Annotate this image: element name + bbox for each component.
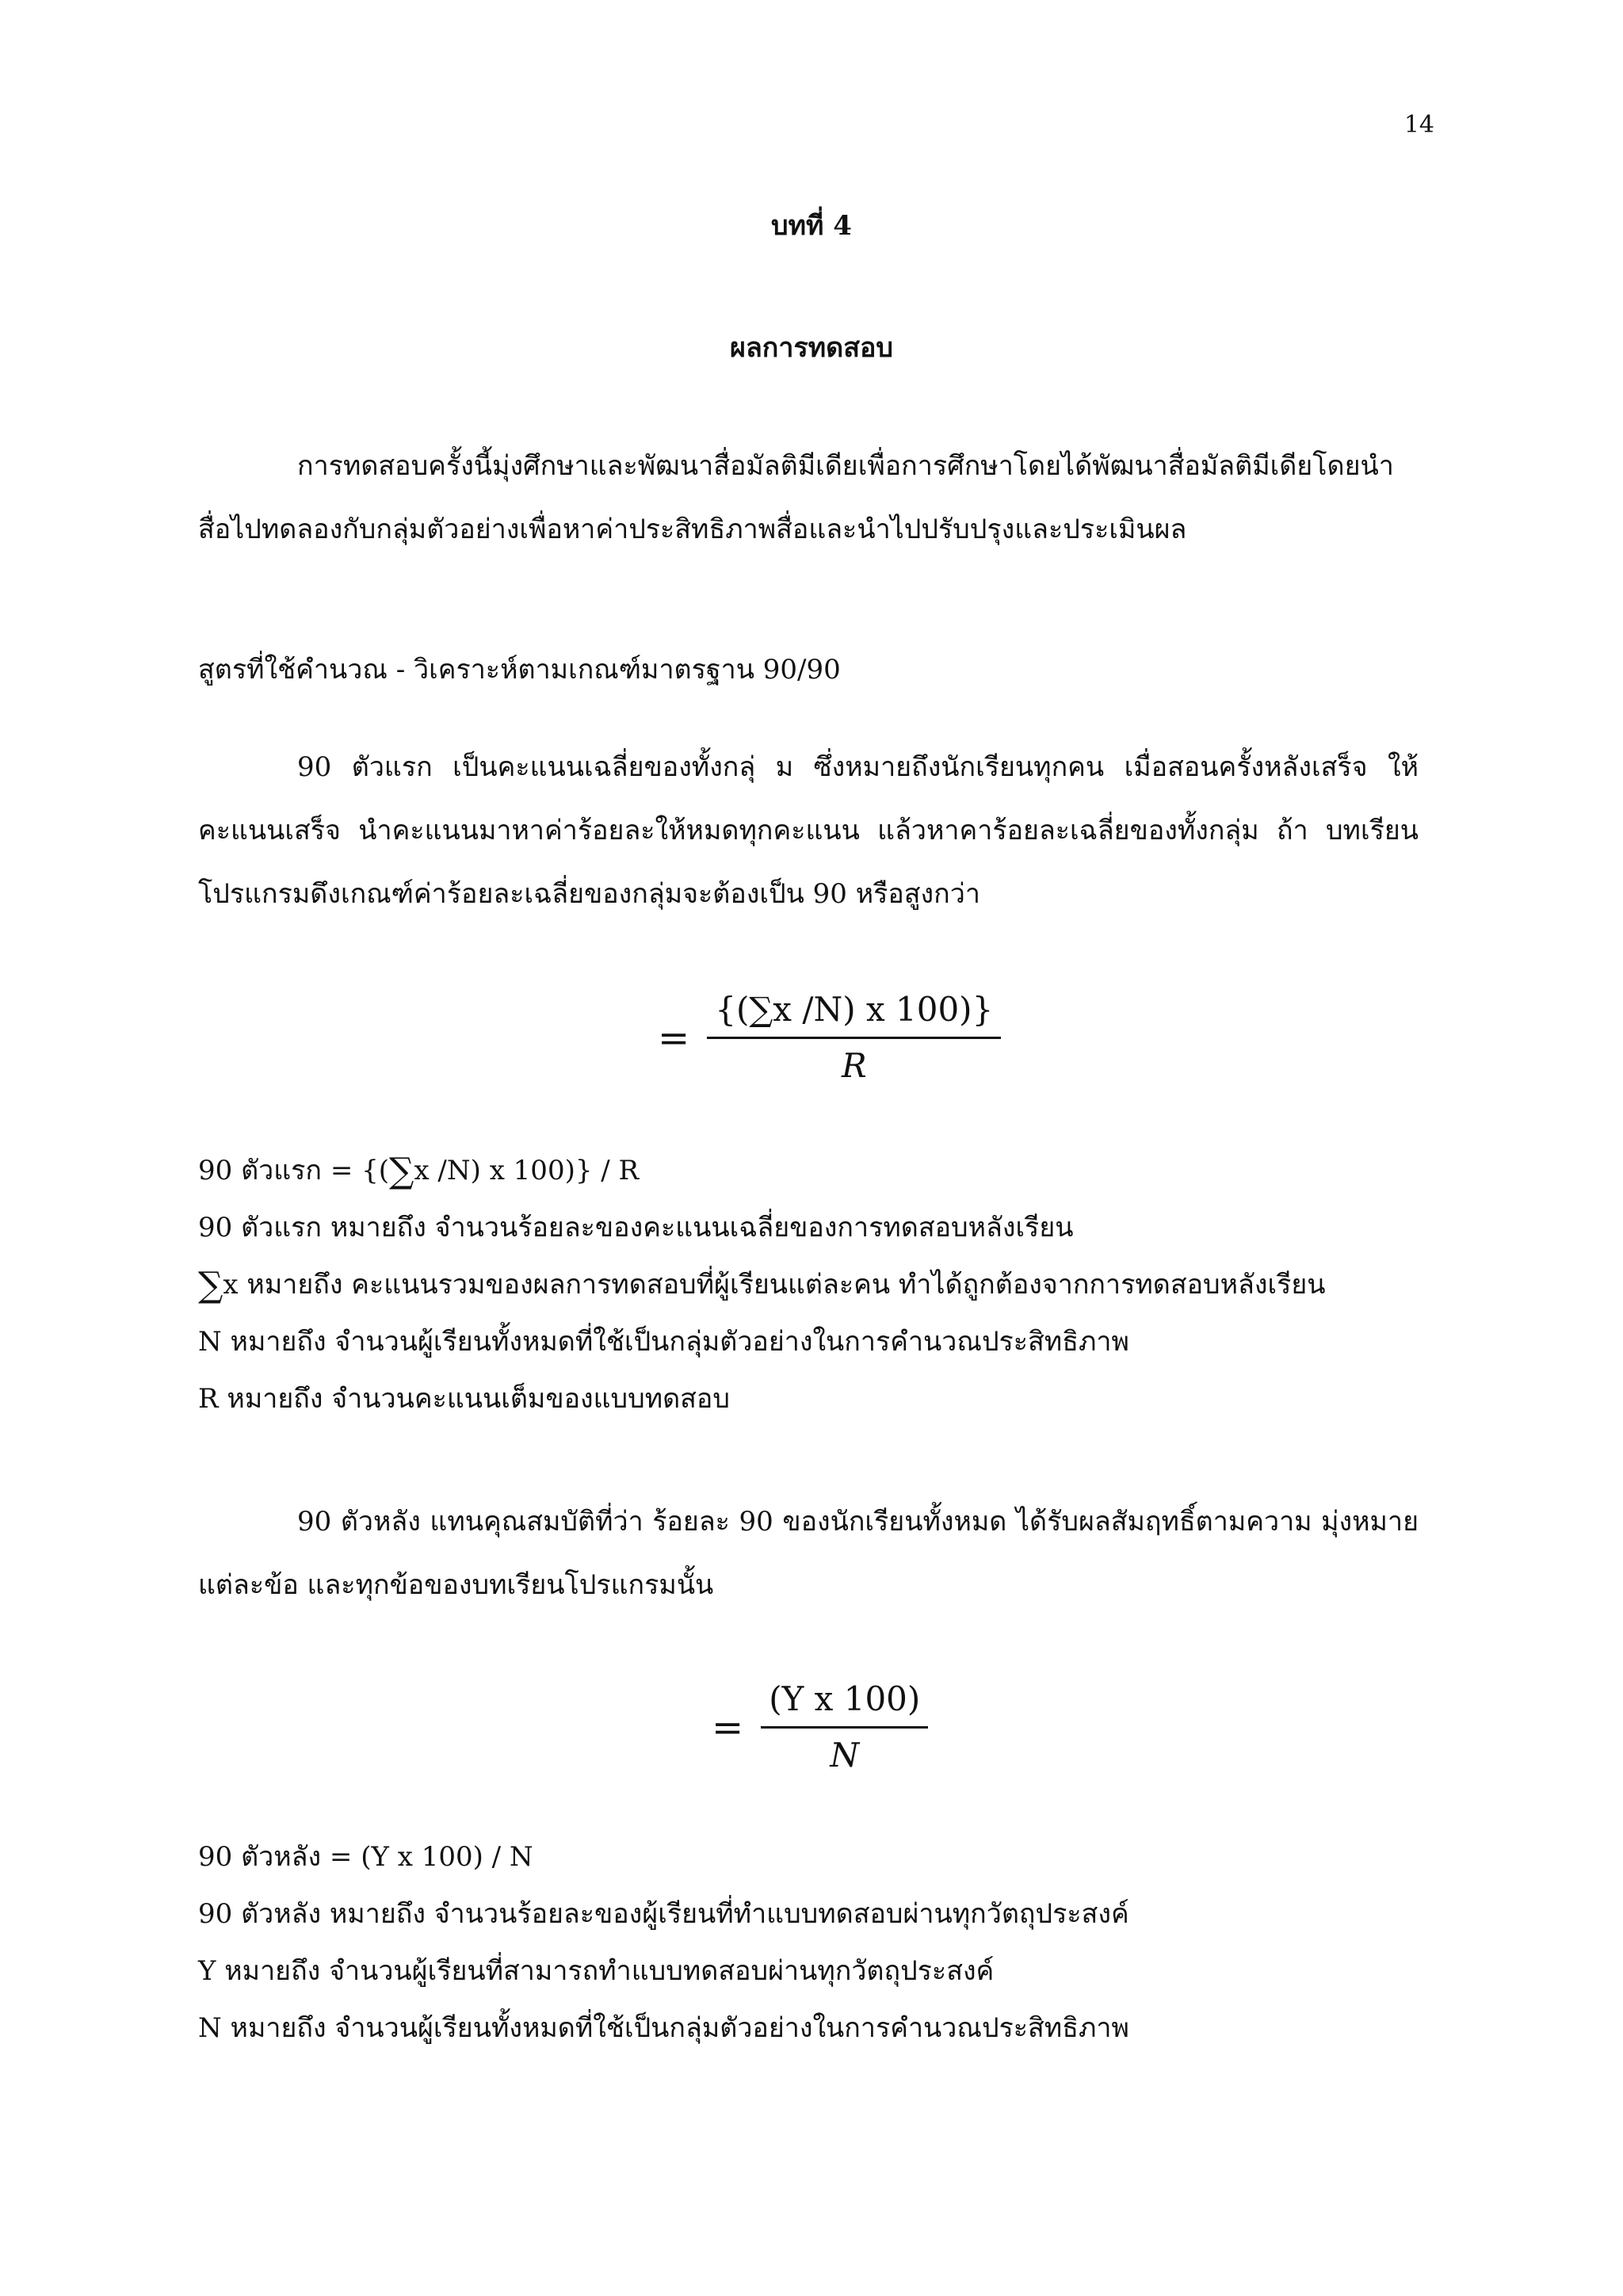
fraction-numerator: {(∑x /N) x 100)}	[715, 990, 994, 1029]
equals-sign: =	[658, 1015, 690, 1060]
def-y: Y หมายถึง จำนวนผู้เรียนที่สามารถทำแบบทดสอบผ่านทุกวัตถุประสงค์	[198, 1955, 995, 1987]
first90-formula-rest: x /N) x 100)} / R	[414, 1155, 640, 1186]
section-title: ผลการทดสอบ	[730, 332, 893, 364]
first90-paragraph: 90 ตัวแรก เป็นคะแนนเฉลี่ยของทั้งกลุ่ ม ซึ่งหมายถึงนักเรียนทุกคน เมื่อสอนครั้งหลังเสร็จ ให้คะแนนเสร็จ นำคะแนนมาหาค่าร้อยละให้หมดทุกคะแนน แล้วหาคาร้อยละเฉลี่ยของทั้งกลุ่ม ถ้า บทเรียนโปรแกรมดึงเกณฑ์ค่าร้อยละเฉลี่ยของกลุ่มจะต้องเป็น 90 หรือสูงกว่า	[198, 751, 1419, 910]
sigma-symbol: ∑	[389, 1151, 414, 1191]
def-n-first: N หมายถึง จำนวนผู้เรียนทั้งหมดที่ใช้เป็นกลุ่มตัวอย่างในการคำนวณประสิทธิภาพ	[198, 1326, 1129, 1358]
def-n-last: N หมายถึง จำนวนผู้เรียนทั้งหมดที่ใช้เป็นกลุ่มตัวอย่างในการคำนวณประสิทธิภาพ	[198, 2012, 1129, 2044]
last90-formula: 90 ตัวหลัง = (Y x 100) / N	[198, 1841, 533, 1873]
def-last90: 90 ตัวหลัง หมายถึง จำนวนร้อยละของผู้เรียนที่ทำแบบทดสอบผ่านทุกวัตถุประสงค์	[198, 1898, 1129, 1930]
def-sigma-x	[198, 1266, 1326, 1303]
def-first90: 90 ตัวแรก หมายถึง จำนวนร้อยละของคะแนนเฉลี่ยของการทดสอบหลังเรียน	[198, 1212, 1074, 1244]
fraction	[707, 988, 1001, 1088]
first90-formula-label: 90 ตัวแรก = {(	[198, 1155, 390, 1186]
last90-paragraph: 90 ตัวหลัง แทนคุณสมบัติที่ว่า ร้อยละ 90 ของนักเรียนทั้งหมด ได้รับผลสัมฤทธิ์ตามความ มุ่งหมายแต่ละข้อ และทุกข้อของบทเรียนโปรแกรมนั้น	[198, 1506, 1419, 1601]
fraction	[761, 1677, 928, 1778]
intro-paragraph: การทดสอบครั้งนี้มุ่งศึกษาและพัฒนาสื่อมัลติมีเดียเพื่อการศึกษาโดยได้พัฒนาสื่อมัลติมีเดียโดยนำสื่อไปทดลองกับกลุ่มตัวอย่างเพื่อหาค่าประสิทธิภาพสื่อและนำไปปรับปรุงและประเมินผล	[198, 450, 1394, 545]
chapter-title: บทที่ 4	[771, 210, 852, 242]
sigma-symbol: ∑	[198, 1265, 223, 1305]
def-sigma-x-text: x หมายถึง คะแนนรวมของผลการทดสอบที่ผู้เรียนแต่ละคน ทำได้ถูกต้องจากการทดสอบหลังเรียน	[223, 1269, 1326, 1301]
last90-fraction	[712, 1677, 928, 1778]
def-r: R หมายถึง จำนวนคะแนนเต็มของแบบทดสอบ	[198, 1383, 730, 1415]
first90-fraction	[658, 988, 1001, 1088]
fraction-denominator: R	[841, 1046, 867, 1085]
page-number: 14	[1403, 111, 1434, 139]
fraction-denominator: N	[830, 1736, 860, 1775]
first90-formula	[198, 1152, 639, 1189]
equals-sign: =	[712, 1705, 744, 1750]
fraction-numerator: (Y x 100)	[769, 1679, 921, 1718]
formula-basis: สูตรที่ใช้คำนวณ - วิเคราะห์ตามเกณฑ์มาตรฐาน 90/90	[198, 654, 841, 686]
